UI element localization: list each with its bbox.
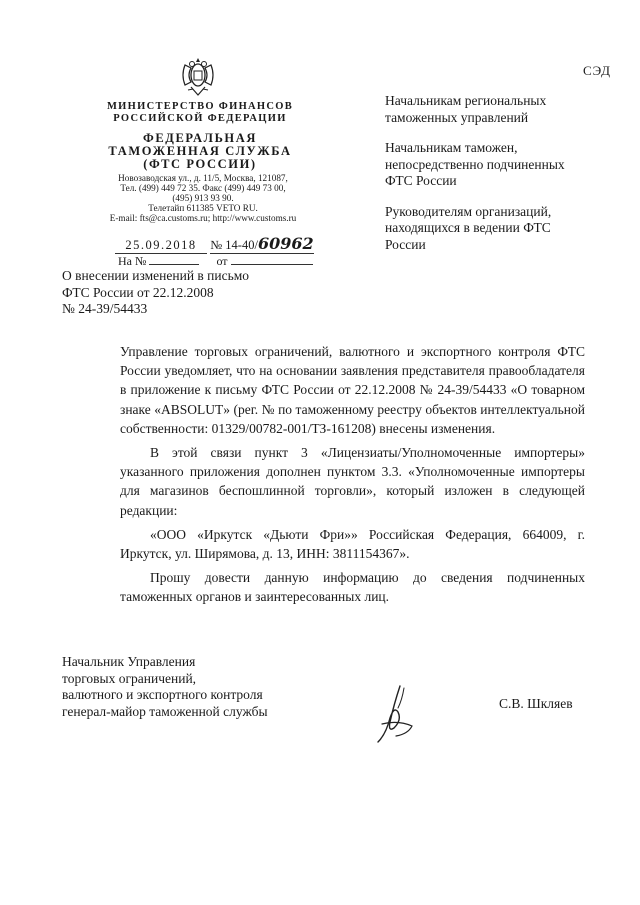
document-tag: СЭД — [583, 63, 612, 78]
address-line: E-mail: fts@ca.customs.ru; http://www.customs.ru — [109, 213, 297, 223]
handwritten-number: 60962 — [257, 234, 314, 253]
ministry-line: РОССИЙСКОЙ ФЕДЕРАЦИИ — [113, 113, 287, 124]
body-paragraph: «ООО «Иркутск «Дьюти Фри»» Российская Федерация, 664009, г. Иркутск, ул. Ширямова, д. 13, ИНН: 3811154367». — [120, 526, 585, 562]
ref-blank — [149, 254, 199, 265]
subject-line: ФТС России от 22.12.2008 — [62, 284, 214, 300]
ministry-name — [102, 101, 298, 125]
service-name — [102, 132, 298, 171]
service-line: ФЕДЕРАЛЬНАЯ — [142, 131, 258, 145]
from-blank — [231, 254, 313, 265]
number-prefix: № 14-40/ — [210, 238, 258, 252]
subject-line: № 24-39/54433 — [62, 301, 148, 316]
addressees-block — [385, 93, 585, 267]
title-line: Начальник Управления — [62, 654, 196, 669]
signatory-name: С.В. Шкляев — [499, 696, 573, 711]
handwritten-signature — [368, 684, 432, 746]
title-line: генерал-майор таможенной службы — [62, 703, 268, 719]
service-line: (ФТС РОССИИ) — [143, 157, 257, 171]
registration-line — [115, 234, 314, 254]
addressee: Руководителям организаций, находящихся в ведении ФТС России — [385, 203, 552, 252]
reference-line — [118, 254, 313, 269]
title-line: валютного и экспортного контроля — [62, 687, 263, 702]
contact-address — [96, 173, 310, 223]
subject-line: О внесении изменений в письмо — [62, 268, 250, 283]
addressee: Начальникам региональных таможенных управлений — [385, 93, 547, 125]
ref-label: На № — [118, 254, 147, 268]
body-paragraph: В этой связи пункт 3 «Лицензиаты/Уполномоченные импортеры» указанного приложения дополнен пунктом 3.3. «Уполномоченные импортеры для магазинов беспошлинной торговли», который изложен в следующей редакции: — [120, 445, 585, 518]
signatory-title — [62, 654, 268, 720]
registration-number — [210, 234, 314, 254]
body-paragraph: Прошу довести данную информацию до сведения подчиненных таможенных органов и заинтересованных лиц. — [120, 570, 585, 605]
service-line: ТАМОЖЕННАЯ СЛУЖБА — [108, 144, 292, 158]
coat-of-arms-emblem — [177, 55, 219, 99]
title-line: торговых ограничений, — [62, 670, 197, 686]
address-line: Телетайп 611385 VETO RU. — [148, 203, 258, 213]
letter-body — [120, 342, 585, 612]
body-paragraph: Управление торговых ограничений, валютного и экспортного контроля ФТС России уведомляет, что на основании заявления представителя правообладателя в приложение к письму ФТС России от 22.12.2008 № 24-39/54433 «О товарном знаке «ABSOLUT» (рег. № по таможенному реестру объектов интеллектуальной собственности: 01329/00782-001/ТЗ-161208) внесены изменения. — [120, 344, 585, 436]
from-label: от — [216, 254, 228, 268]
address-line: Тел. (499) 449 72 35. Факс (499) 449 73 00, — [120, 183, 286, 193]
letter-subject — [62, 268, 302, 318]
ministry-line: МИНИСТЕРСТВО ФИНАНСОВ — [106, 101, 294, 112]
registration-date: 25.09.2018 — [115, 238, 207, 254]
addressee: Начальникам таможен, непосредственно подчиненных ФТС России — [385, 140, 565, 188]
address-line: Новозаводская ул., д. 11/5, Москва, 121087, — [118, 173, 288, 183]
address-line: (495) 913 93 90. — [172, 193, 234, 203]
